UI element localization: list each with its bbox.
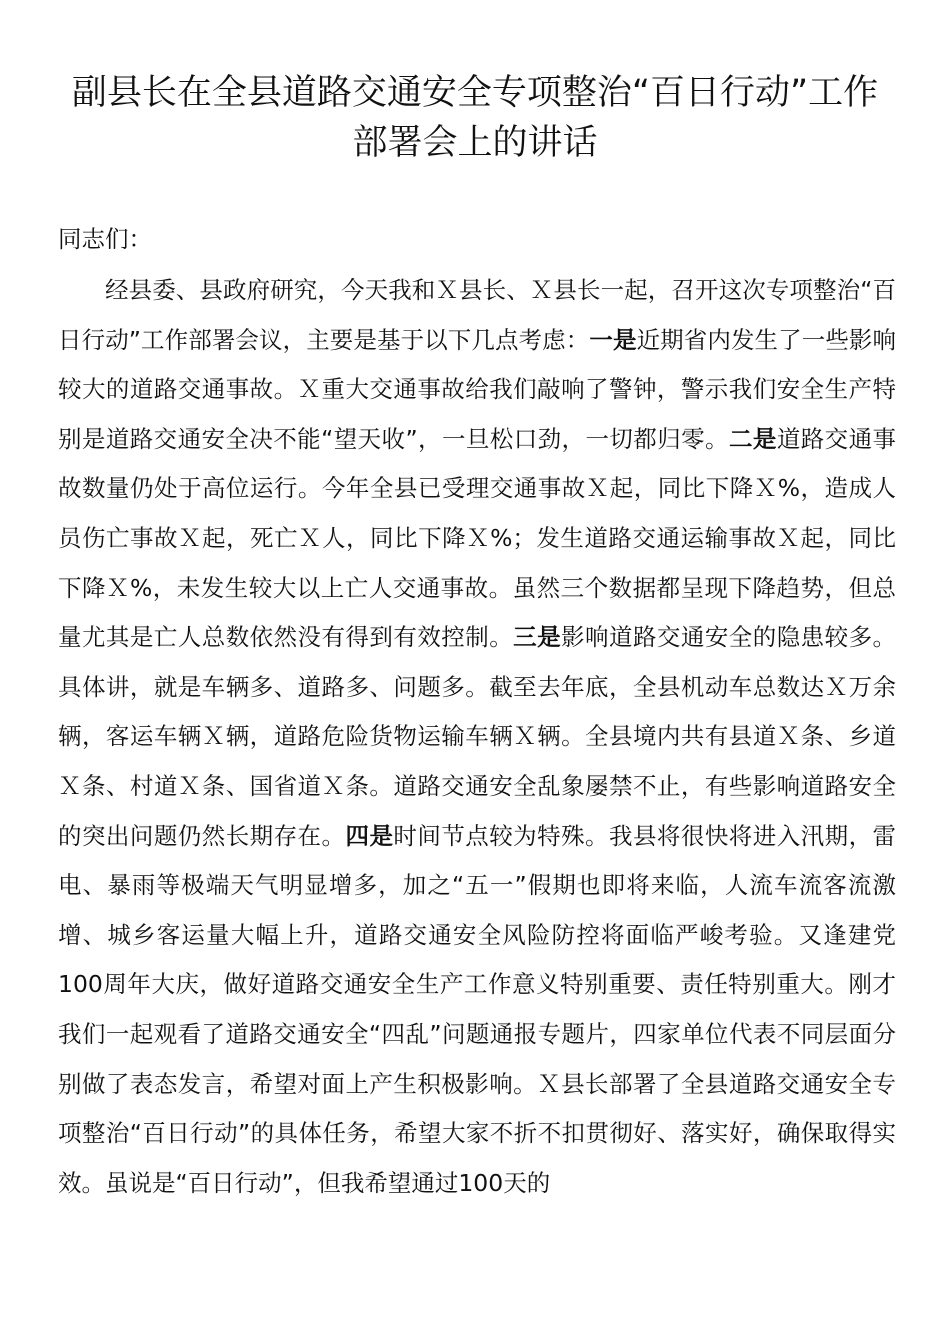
greeting: 同志们： (58, 225, 152, 253)
speech-paragraph (58, 266, 896, 1208)
point-marker-one: 一是 (589, 325, 637, 354)
point-marker-two: 二是 (728, 424, 777, 453)
paragraph-text-point-two: 道路交通事故数量仍处于高位运行。今年全县已受理交通事故Ｘ起，同比下降Ｘ%，造成人员伤亡事故Ｘ起，死亡Ｘ人，同比下降Ｘ%；发生道路交通运输事故Ｘ起，同比下降Ｘ%，未发生较大以上亡人交通事故。虽然三个数据都呈现下降趋势，但总量尤其是亡人总数依然没有得到有效控制。 (58, 424, 897, 652)
point-marker-three: 三是 (513, 623, 562, 652)
paragraph-text-intro: 经县委、县政府研究，今天我和Ｘ县长、Ｘ县长一起，召开这次专项整治“百日行动”工作部署会议，主要是基于以下几点考虑： (58, 276, 896, 354)
document-title: 副县长在全县道路交通安全专项整治“百日行动”工作部署会上的讲话 (71, 73, 879, 163)
paragraph-text-point-three: 影响道路交通安全的隐患较多。具体讲，就是车辆多、道路多、问题多。截至去年底，全县机动车总数达Ｘ万余辆，客运车辆Ｘ辆，道路危险货物运输车辆Ｘ辆。全县境内共有县道Ｘ条、乡道Ｘ条、村道Ｘ条、国省道Ｘ条。道路交通安全乱象屡禁不止，有些影响道路安全的突出问题仍然长期存在。 (58, 623, 897, 850)
point-marker-four: 四是 (345, 821, 394, 850)
paragraph-text-point-four: 时间节点较为特殊。我县将很快将进入汛期，雷电、暴雨等极端天气明显增多，加之“五一”假期也即将来临，人流车流客流激增、城乡客运量大幅上升，道路交通安全风险防控将面临严峻考验。又逢建党100周年大庆，做好道路交通安全生产工作意义特别重要、责任特别重大。刚才我们一起观看了道路交通安全“四乱”问题通报专题片，四家单位代表不同层面分别做了表态发言，希望对面上产生积极影响。Ｘ县长部署了全县道路交通安全专项整治“百日行动”的具体任务，希望大家不折不扣贯彻好、落实好，确保取得实效。虽说是“百日行动”，但我希望通过100天的 (58, 821, 897, 1197)
paragraph-text-point-one: 近期省内发生了一些影响较大的道路交通事故。Ｘ重大交通事故给我们敲响了警钟，警示我们安全生产特别是道路交通安全决不能“望天收”，一旦松口劲，一切都归零。 (58, 325, 897, 453)
